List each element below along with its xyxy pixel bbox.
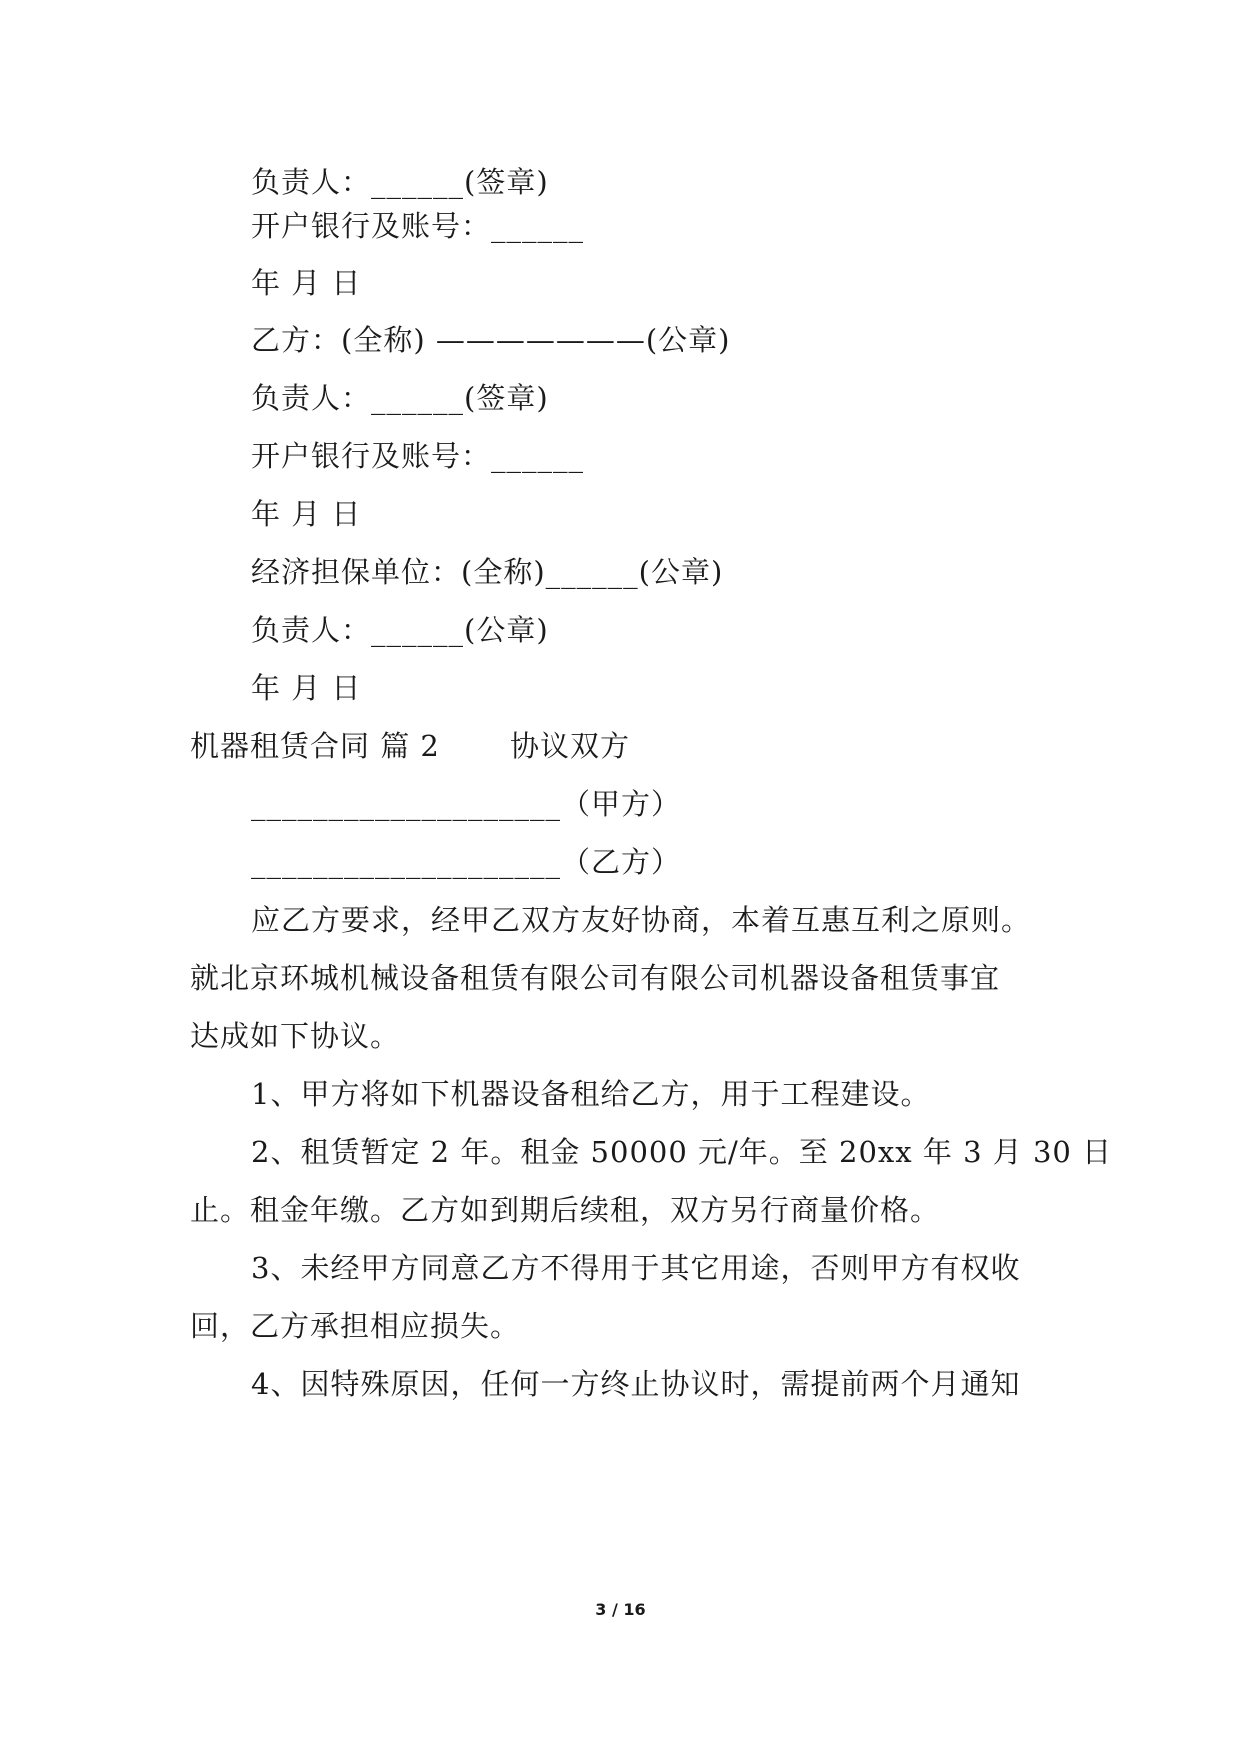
bank-account-b-line: 开户银行及账号：______ — [251, 439, 585, 473]
clause-1-line: 1、甲方将如下机器设备租给乙方，用于工程建设。 — [251, 1077, 931, 1111]
guarantor-line: 经济担保单位：(全称)______(公章) — [251, 555, 724, 589]
signatory-a-line: 负责人：______(签章) — [251, 165, 549, 199]
body-paragraph-line: 达成如下协议。 — [190, 1019, 401, 1053]
body-paragraph-line: 应乙方要求，经甲乙双方友好协商，本着互惠互利之原则。 — [251, 903, 1032, 937]
guarantor-signatory-line: 负责人：______(公章) — [251, 613, 549, 647]
signatory-b-line: 负责人：______(签章) — [251, 381, 549, 415]
clause-3-continuation: 回，乙方承担相应损失。 — [190, 1309, 521, 1343]
clause-2-line: 2、租赁暂定 2 年。租金 50000 元/年。至 20xx 年 3 月 30 日 — [251, 1135, 1113, 1169]
body-paragraph-line: 就北京环城机械设备租赁有限公司有限公司机器设备租赁事宜 — [190, 961, 1001, 995]
party-a-blank-line: ____________________（甲方） — [251, 787, 682, 821]
clause-3-line: 3、未经甲方同意乙方不得用于其它用途，否则甲方有权收 — [251, 1251, 1021, 1285]
date-a-line: 年 月 日 — [251, 266, 362, 300]
page-number: 3 / 16 — [595, 1600, 646, 1619]
date-guarantor-line: 年 月 日 — [251, 671, 362, 705]
date-b-line: 年 月 日 — [251, 497, 362, 531]
section-title: 机器租赁合同 篇 2 — [190, 729, 440, 763]
bank-account-a-line: 开户银行及账号：______ — [251, 209, 585, 243]
party-b-line: 乙方：(全称) ———————(公章) — [251, 323, 731, 357]
clause-4-line: 4、因特殊原因，任何一方终止协议时，需提前两个月通知 — [251, 1367, 1021, 1401]
clause-2-continuation: 止。租金年缴。乙方如到期后续租，双方另行商量价格。 — [190, 1193, 941, 1227]
section-subtitle: 协议双方 — [510, 729, 631, 763]
section-heading — [190, 726, 1190, 766]
party-b-blank-line: ____________________（乙方） — [251, 845, 682, 879]
